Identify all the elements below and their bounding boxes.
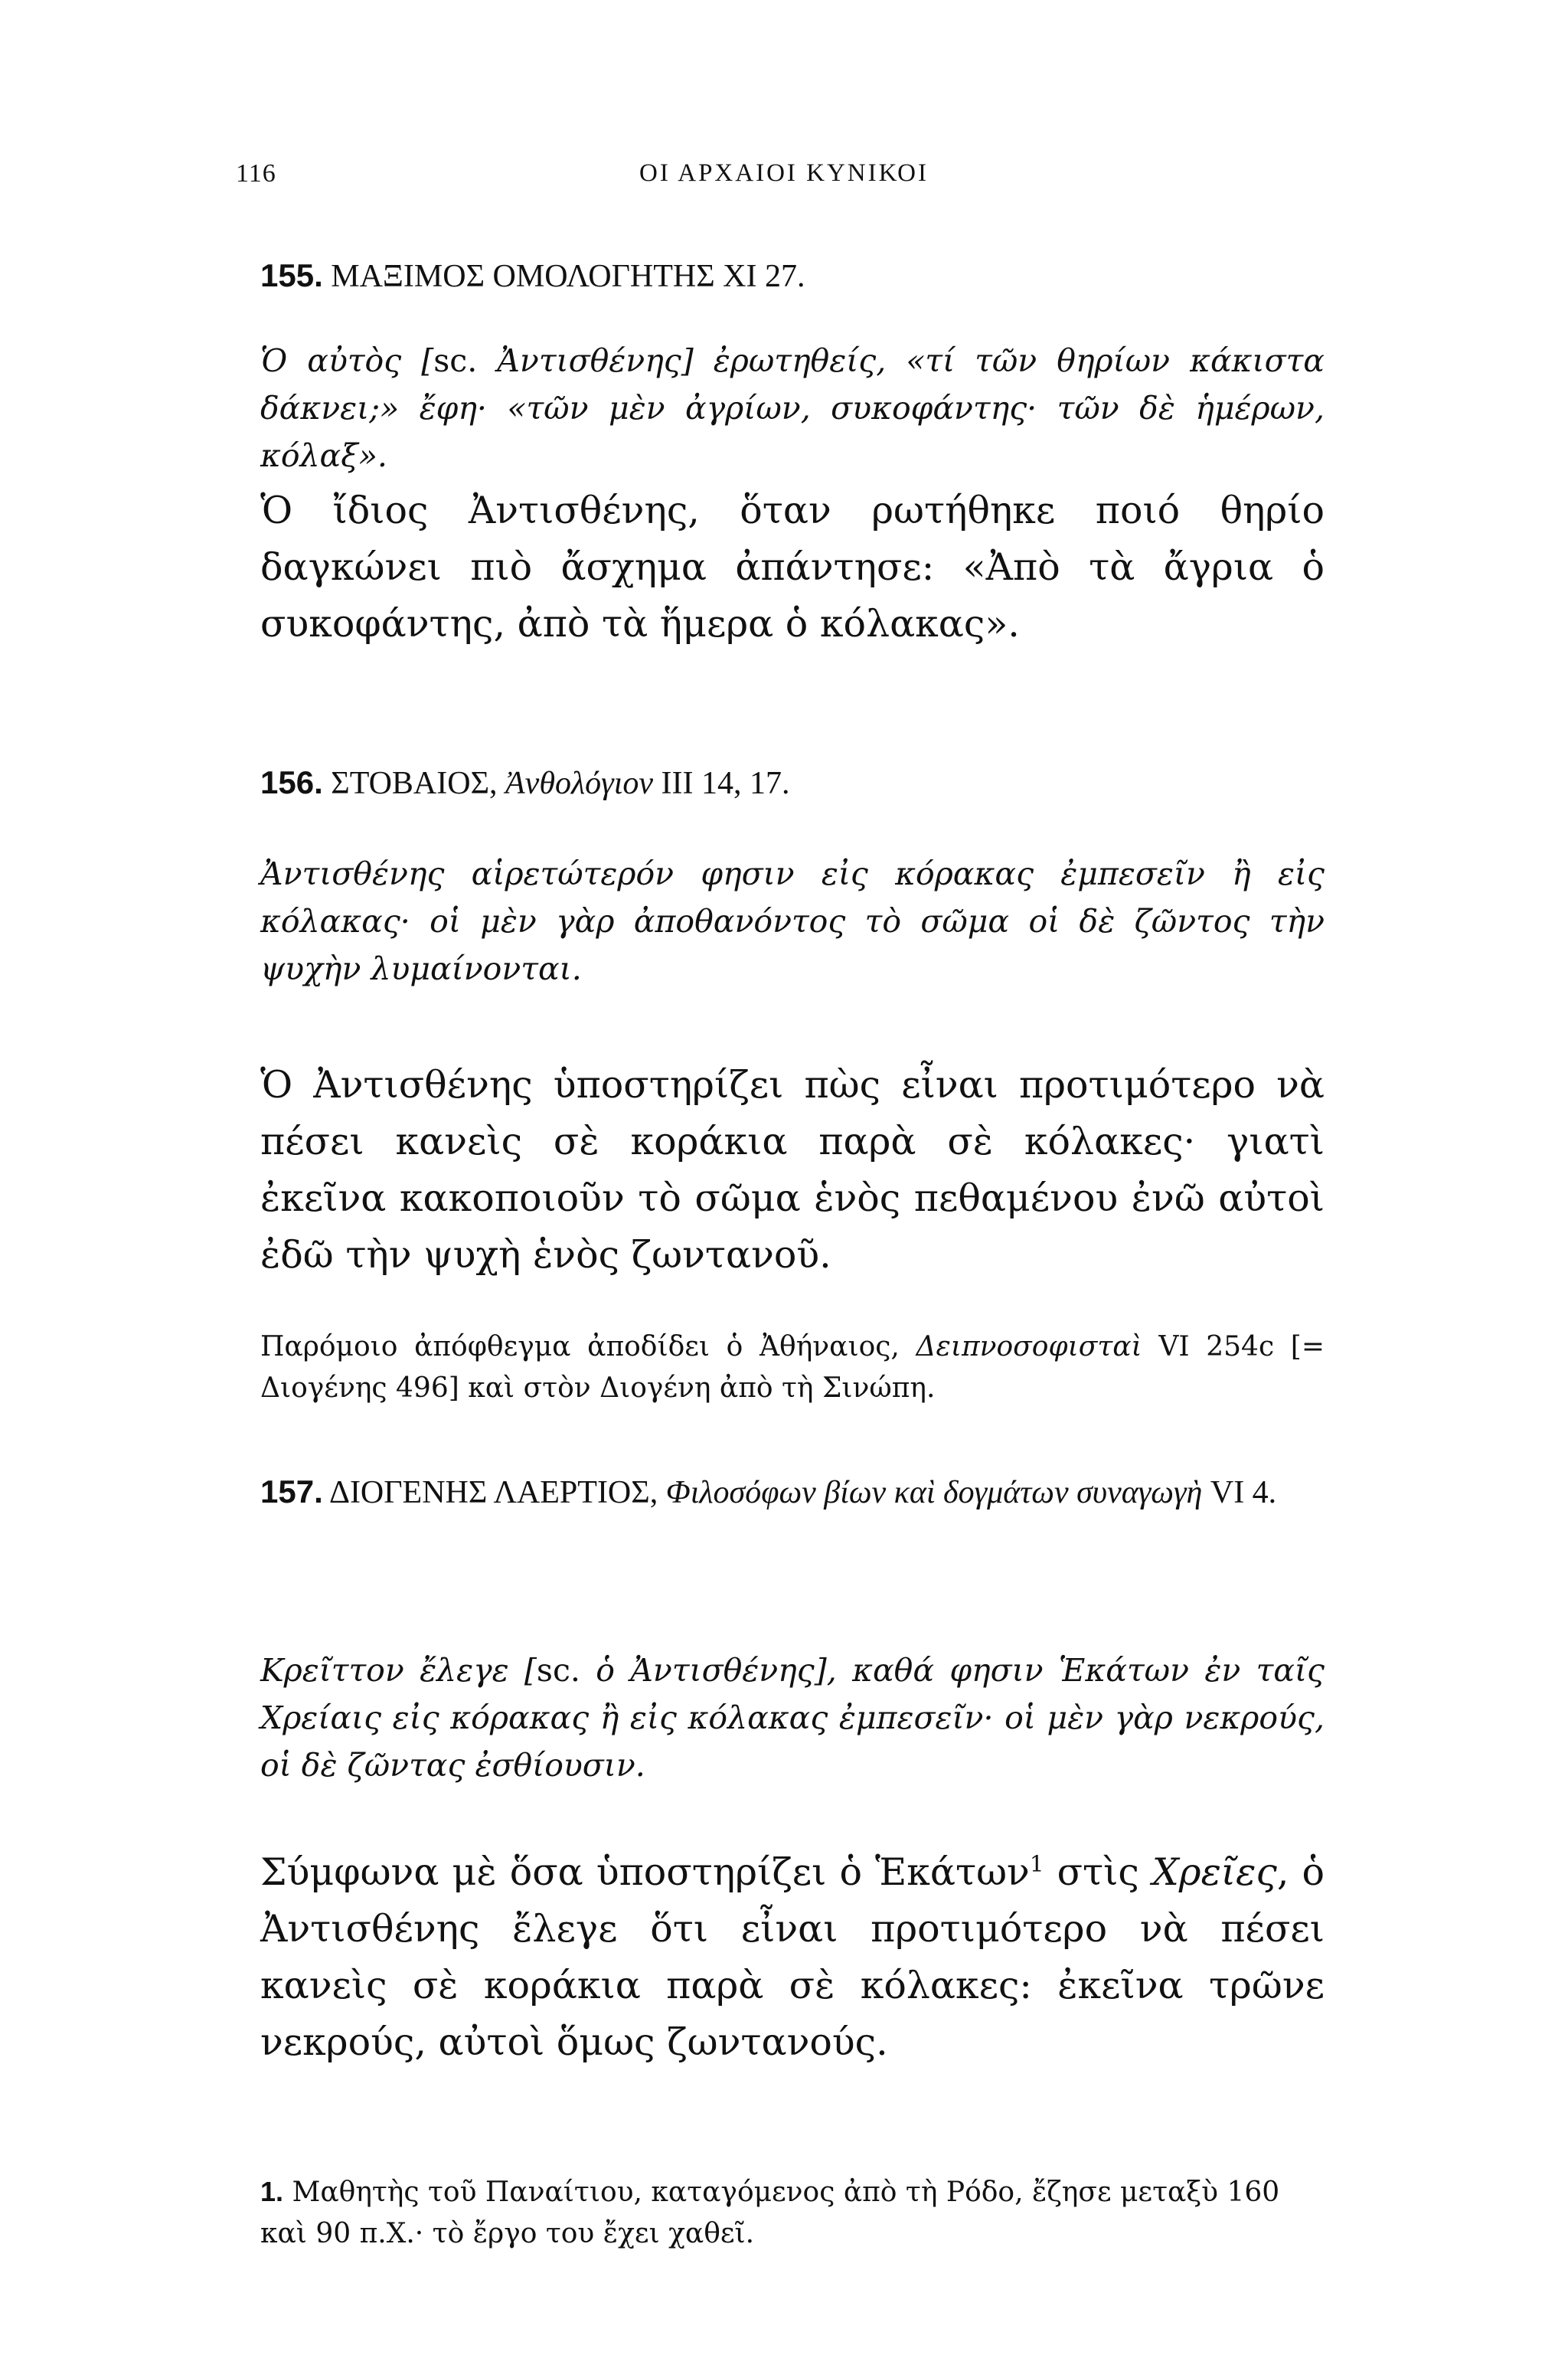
section-number: 156. [260,764,323,800]
section-155-heading [260,253,1325,299]
section-156-note [260,1326,1325,1409]
source-ref: VI 4. [1202,1475,1277,1510]
source-author: ΣΤΟΒΑΙΟΣ, [331,766,506,801]
page-number: 116 [236,159,276,188]
scilicet-abbrev: sc. [536,1652,580,1689]
section-156-greek: Ἀντισθένης αἱρετώτερόν φησιν εἰς κόρακας ἐμπεσεῖν ἢ εἰς κόλακας· οἱ μὲν γὰρ ἀποθανόντος τὸ σῶμα οἱ δὲ ζῶντος τὴν ψυχὴν λυμαίνονται. [260,855,1325,987]
section-155-greek [260,337,1325,479]
note-text: VI 254c [= Διογένης 496] καὶ στὸν Διογένη ἀπὸ τὴ Σινώπη. [260,1331,1325,1404]
footnote-marker: 1 [1029,1850,1044,1877]
running-title: ΟΙ ΑΡΧΑΙΟΙ ΚΥΝΙΚΟΙ [639,159,929,187]
translation-text: , ὁ Ἀντισθένης ἔλεγε ὅτι εἶναι προτιμότερο νὰ πέσει κανεὶς σὲ κοράκια παρὰ σὲ κόλακες: ἐκεῖνα τρῶνε νεκρούς, αὐτοὶ ὅμως ζωντανούς. [260,1850,1325,2064]
section-157-heading [260,1469,1401,1516]
footnote-number: 1. [260,2176,284,2207]
section-157-translation [260,1844,1325,2071]
translation-text: στὶς [1044,1850,1152,1894]
section-156-heading [260,760,1325,806]
section-number: 155. [260,257,323,293]
greek-text: Ἀντισθένης] ἐρωτηθείς, «τί τῶν θηρίων κάκιστα δάκνει;» ἔφη· «τῶν μὲν ἀγρίων, συκοφάντης· τῶν δὲ ἡμέρων, κόλαξ». [260,342,1325,474]
source-work: Ἀνθολόγιον [505,766,654,801]
section-156-translation: Ὁ Ἀντισθένης ὑποστηρίζει πὼς εἶναι προτιμότερο νὰ πέσει κανεὶς σὲ κοράκια παρὰ σὲ κόλακες· γιατὶ ἐκεῖνα κακοποιοῦν τὸ σῶμα ἑνὸς πεθαμένου ἐνῶ αὐτοὶ ἐδῶ τὴν ψυχὴ ἑνὸς ζωντανοῦ. [260,1063,1325,1277]
greek-text: Κρεῖττον ἔλεγε [ [260,1652,537,1689]
translation-text: Σύμφωνα μὲ ὅσα ὑποστηρίζει ὁ Ἑκάτων [260,1850,1030,1894]
footnote-text: Μαθητὴς τοῦ Παναίτιου, καταγόμενος ἀπὸ τὴ Ρόδο, ἔζησε μεταξὺ 160 καὶ 90 π.Χ.· τὸ ἔργο του ἔχει χαθεῖ. [260,2177,1280,2249]
greek-text: ὁ Ἀντισθένης], καθά φησιν Ἑκάτων ἐν ταῖς Χρείαις εἰς κόρακας ἢ εἰς κόλακας ἐμπεσεῖν· οἱ μὲν γὰρ νεκρούς, οἱ δὲ ζῶντας ἐσθίουσιν. [260,1652,1325,1784]
section-number: 157. [260,1474,323,1510]
source-author: ΔΙΟΓΕΝΗΣ ΛΑΕΡΤΙΟΣ, [328,1475,666,1510]
source-ref: III 14, 17. [653,766,790,801]
greek-text: Ὁ αὐτὸς [ [260,342,434,379]
source-work: Φιλοσόφων βίων καὶ δογμάτων συναγωγὴ [665,1475,1203,1510]
footnote [260,2171,1325,2255]
note-text: Παρόμοιο ἀπόφθεγμα ἀποδίδει ὁ Ἀθήναιος, [260,1331,916,1362]
section-157-greek [260,1647,1325,1789]
note-work: Δειπνοσοφισταὶ [916,1331,1142,1362]
section-155-translation: Ὁ ἴδιος Ἀντισθένης, ὅταν ρωτήθηκε ποιό θηρίο δαγκώνει πιὸ ἄσχημα ἀπάντησε: «Ἀπὸ τὰ ἄγρια ὁ συκοφάντης, ἀπὸ τὰ ἥμερα ὁ κόλακας». [260,489,1325,646]
source-citation: ΜΑΞΙΜΟΣ ΟΜΟΛΟΓΗΤΗΣ XI 27. [331,259,805,294]
translation-work: Χρεῖες [1152,1850,1277,1894]
scilicet-abbrev: sc. [433,342,478,379]
